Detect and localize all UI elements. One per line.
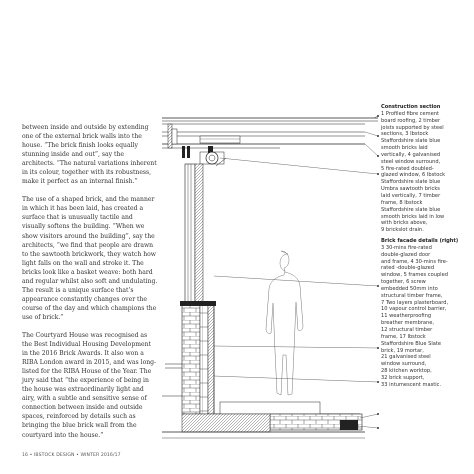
window-head [200,152,226,166]
list-item: together, 6 screw [381,279,426,286]
list-item: 32 brick support, [381,374,425,381]
paragraph: The use of a shaped brick, and the manner in which it has been laid, has created a surface that is unusually tactile and visually softens the building. “When we show visitors around the building”, say the architects, “we find that people are drawn to the sawtooth brickwork, they watch how light falls on the wall and stroke it. The bricks look like a basket weave: both hard and regular whilst also soft and undulating. The result is a unique surface that’s appearance constantly changes over the course of the day and which champions the use of brick.” [22,196,158,321]
list-item: 11 weatherproofing [381,313,432,320]
construction-section-drawing [160,96,380,456]
list-item: 21 galvanised steel [381,354,431,361]
list-item: structural timber frame, [381,292,443,299]
paragraph: between inside and outside by extending one of the external brick walls into the house. “The brick finish looks equally stunning inside and out”, say the architects. “The natural variations inherent in its colour, together with its robustness, make it perfect as an internal finish.” [22,124,157,186]
list-item: steel window surround, [381,158,441,165]
list-item: vertically, 4 galvanised [381,151,441,158]
list-item: breather membrane, [381,320,435,327]
list-item: Umbra sawtooth bricks [381,186,440,193]
facade-details-heading: Brick facade details (right) [381,238,459,245]
list-item: 5 fire-rated doubled- [381,165,434,172]
list-item: double-glazed door [381,251,431,258]
list-item: 9 brickslot drain. [381,227,424,234]
wall-section [162,164,216,414]
list-item: Staffordshire slate blue [381,138,441,145]
list-item: 7 Two layers plasterboard, [381,299,449,306]
list-item: 10 vapour control barrier, [381,306,447,313]
list-item: frame, 8 Ibstock [381,199,423,206]
list-item: 33 intumescent mastic. [381,381,442,388]
roof-assembly [162,118,378,158]
list-item: rated -double-glazed [381,265,435,272]
list-item: sections, 3 Ibstock [381,131,429,138]
list-item: joists supported by steel [381,124,444,131]
list-item: 1 Profiled fibre cement [381,110,439,117]
list-item: Staffordshire slate blue [381,179,441,186]
list-item: glazed window, 6 Ibstock [381,172,446,179]
list-item: with bricks above, [381,220,428,227]
list-item: and frame, 4 30-mins fire- [381,258,448,265]
list-item: Staffordshire slate blue [381,206,441,213]
leader-lines [214,116,378,428]
callout-markers [377,115,379,429]
list-item: frame, 17 Ibstock [381,333,426,340]
facade-list [381,245,467,389]
list-item: laid vertically, 7 timber [381,192,441,199]
construction-section-heading: Construction section [381,104,441,110]
list-item: 12 structural timber [381,327,433,333]
list-item: embedded 50mm into [381,285,438,292]
list-item: brick, 19 mortar, [381,347,424,354]
list-item: window surround, [381,361,427,368]
list-item: board roofing, 2 timber [381,117,441,124]
list-item: window, 5 frames coupled [381,272,448,279]
list-item: 28 kitchen worktop, [381,368,432,375]
construction-list [381,111,467,234]
list-item: Staffordshire Blue Slate [381,340,442,347]
page-footer: 16 • IBSTOCK DESIGN • WINTER 2016/17 [22,453,121,458]
list-item: 3 30-mins fire-rated [381,244,432,251]
article-body [22,123,158,449]
paragraph: The Courtyard House was recognised as the Best Individual Housing Development in the 2016 Brick Awards. It also won a RIBA London award in 2015, and was long-listed for the RIBA House of the Year. The jury said that “the experience of being in the house was extraordinarily light and airy, with a subtle and sensitive sense of connection between inside and outside spaces, reinforced by details such as bringing the blue brick wall from the courtyard into the house.” [22,331,157,439]
human-figure [266,251,303,395]
list-item: smooth bricks laid [381,145,428,152]
caption-sidebar [381,104,467,389]
list-item: smooth bricks laid in low [381,213,445,220]
